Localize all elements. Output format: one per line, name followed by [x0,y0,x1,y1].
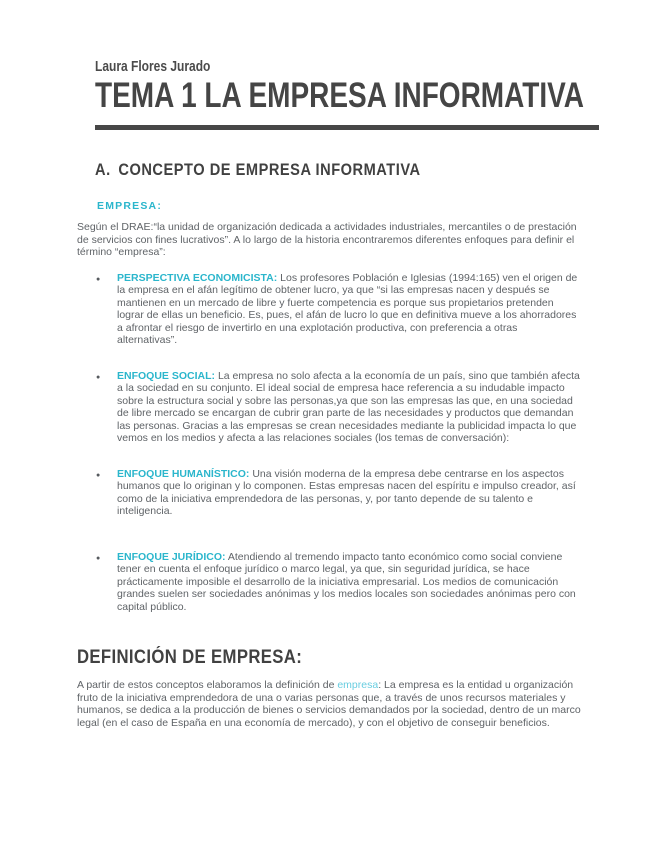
bullet-icon: ● [96,554,101,562]
definition-paragraph [77,679,582,729]
empresa-term-label: EMPRESA: [97,200,163,212]
page-title [95,76,584,115]
bullet-icon: ● [96,373,101,381]
page-title-text: TEMA 1 LA EMPRESA INFORMATIVA [95,76,584,115]
empresa-link[interactable]: empresa [337,679,379,691]
definition-heading-text: DEFINICIÓN DE EMPRESA: [77,647,303,668]
definition-heading [77,647,580,668]
author-name [95,58,580,75]
section-a-heading-text [95,160,421,179]
section-a-title: CONCEPTO DE EMPRESA INFORMATIVA [118,160,421,179]
bullet-list [77,272,580,614]
definition-text-before-link: A partir de estos conceptos elaboramos la definición de [77,679,338,691]
bullet-item-enfoque-juridico [96,550,580,614]
section-a-number: A. [95,160,111,179]
bullet-label: ENFOQUE JURÍDICO: [117,550,226,563]
bullet-label: ENFOQUE SOCIAL: [117,369,216,382]
bullet-item-enfoque-humanistico [96,467,580,518]
bullet-icon: ● [96,471,101,479]
title-rule [95,125,599,130]
bullet-text: Atendiendo al tremendo impacto tanto económico como social conviene tener en cuenta el enfoque jurídico o marco legal, ya que, sin seguridad jurídica, se hace prácticamente imposible el desarrollo de la iniciativa empresarial. Los medios de comunicación grandes suelen ser sociedades anónimas y los medios locales son sociedades anónimas pero con capital público. [117,550,576,613]
author-name-text: Laura Flores Jurado [95,58,211,75]
bullet-text: Los profesores Población e Iglesias (1994:165) ven el origen de la empresa en el afán legítimo de obtener lucro, ya que “si las empresas nacen y después se mantienen en un mercado de libre y fuerte competencia es porque sus propietarios pretenden lograr de ellas un beneficio. Es, pues, el afán de lucro lo que en definitiva mueve a los ahorradores a afrontar el riesgo de invertirlo en una explotación productiva, con preferencia a otras alternativas”. [117,271,578,346]
definition-text-after-link: : La empresa es la entidad u organización fruto de la iniciativa emprendedora de una o varias personas que, a través de unos recursos materiales y humanos, se dedica a la producción de bienes o servicios demandados por la sociedad, dentro de un marco legal (en el caso de España en una economía de mercado), y con el objetivo de conseguir beneficios. [77,679,581,729]
section-a-heading [95,160,580,179]
bullet-icon: ● [96,275,101,283]
bullet-text: Una visión moderna de la empresa debe centrarse en los aspectos humanos que lo originan y lo componen. Estas empresas nacen del espíritu e impulso creador, así como de la iniciativa emprendedora de las personas, y, por tanto depende de su talento e inteligencia. [117,467,576,517]
bullet-text: La empresa no solo afecta a la economía de un país, sino que también afecta a la sociedad en su conjunto. El ideal social de empresa hace referencia a su indudable impacto sobre la estructura social y sobre las personas,ya que son las empresas las que, en una sociedad de libre mercado se encargan de cubrir gran parte de las necesidades y productos que demandan las personas. Gracias a las empresas se crean necesidades mediante la publicidad impacta lo que vemos en los medios y afecta a las relaciones sociales (los temas de conversación): [117,369,580,444]
intro-paragraph: Según el DRAE:“la unidad de organización dedicada a actividades industriales, mercantiles o de prestación de servicios con fines lucrativos”. A lo largo de la historia encontraremos diferentes enfoques para definir el término “empresa”: [77,221,577,258]
bullet-label: ENFOQUE HUMANÍSTICO: [117,467,250,480]
bullet-item-enfoque-social [96,369,580,445]
bullet-item-perspectiva-economicista [96,271,580,347]
bullet-label: PERSPECTIVA ECONOMICISTA: [117,271,278,284]
